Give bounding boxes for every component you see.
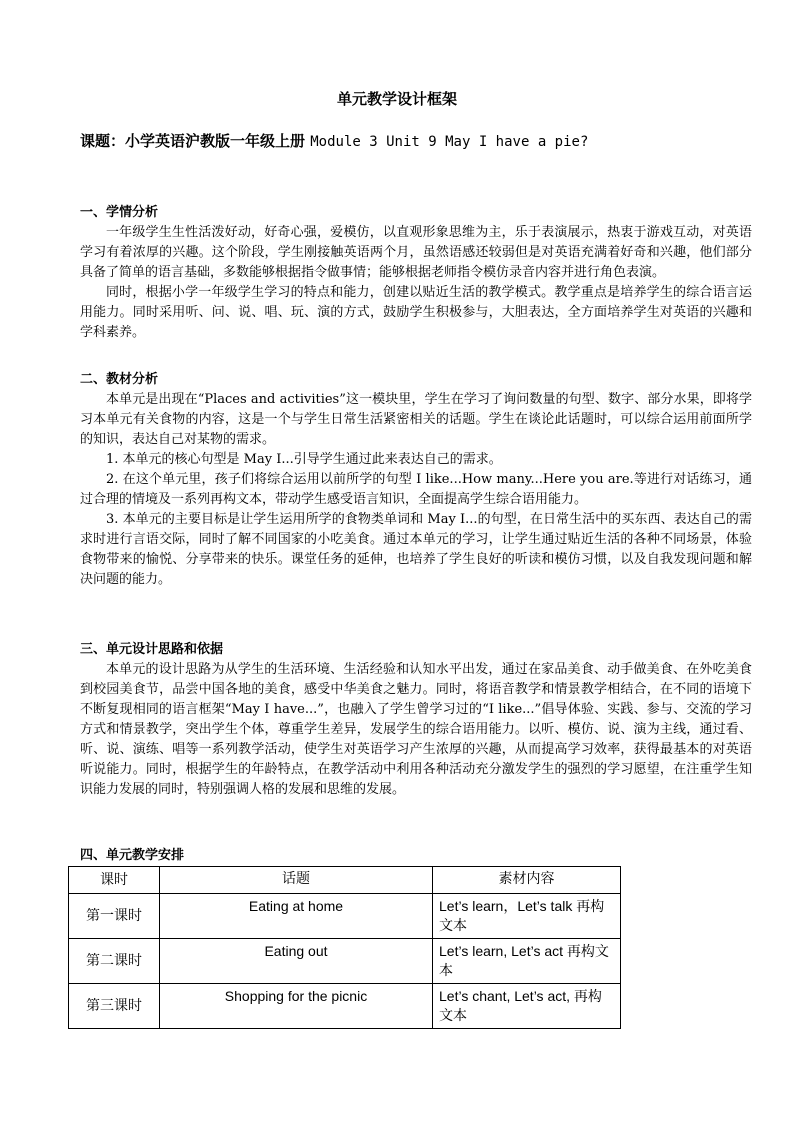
topic-cell: Shopping for the picnic: [160, 984, 433, 1029]
table-row: [69, 939, 621, 984]
material-cell: Let’s chant, Let’s act, 再构文本: [433, 984, 621, 1029]
section-heading: 二、教材分析: [80, 372, 159, 387]
paragraph: 同时，根据小学一年级学生学习的特点和能力，创建以贴近生活的教学模式。教学重点是培养学生的综合语言运用能力。同时采用听、问、说、唱、玩、演的方式，鼓励学生积极参与，大胆表达，全方面培养学生对英语的兴趣和学科素养。: [80, 285, 752, 340]
section-material-analysis: [80, 370, 752, 590]
section-heading: 三、单元设计思路和依据: [80, 642, 224, 657]
paragraph: 本单元的设计思路为从学生的生活环境、生活经验和认知水平出发，通过在家品美食、动手做美食、在外吃美食到校园美食节，品尝中国各地的美食，感受中华美食之魅力。同时，将语音教学和情景教学相结合，在不同的语境下不断复现相同的语言框架“May I have...”，也融入了学生曾学习过的“I like...”倡导体验、实践、参与、交流的学习方式和情景教学，突出学生个体，尊重学生差异，发展学生的综合语用能力。以听、模仿、说、演为主线，通过看、听、说、演练、唱等一系列教学活动，使学生对英语学习产生浓厚的兴趣，从而提高学习效率，获得最基本的对英语听说能力。同时，根据学生的年龄特点，在教学活动中利用各种活动充分激发学生的强烈的学习愿望，在注重学生知识能力发展的同时，特别强调人格的发展和思维的发展。: [80, 662, 752, 797]
paragraph: 一年级学生生性活泼好动，好奇心强，爱模仿，以直观形象思维为主，乐于表演展示，热衷于游戏互动，对英语学习有着浓厚的兴趣。这个阶段，学生刚接触英语两个月，虽然语感还较弱但是对英语充满着好奇和兴趣，他们部分具备了简单的语言基础，多数能够根据指令做事情；能够根据老师指令模仿录音内容并进行角色表演。: [80, 225, 752, 280]
subject-unit: Module 3 Unit 9 May I have a pie?: [310, 134, 589, 150]
subject-label: 课题：小学英语沪教版一年级上册: [80, 132, 306, 150]
paragraph: 本单元是出现在“Places and activities”这一模块里，学生在学习了询问数量的句型、数字、部分水果，即将学习本单元有关食物的内容，这是一个与学生日常生活紧密相关的话题。学生在谈论此话题时，可以综合运用前面所学的知识，表达自己对某物的需求。: [80, 392, 752, 447]
schedule-table: [68, 866, 621, 1029]
paragraph: 1. 本单元的核心句型是 May I...引导学生通过此来表达自己的需求。: [106, 452, 502, 467]
header-topic: 话题: [160, 867, 433, 894]
paragraph: 3. 本单元的主要目标是让学生运用所学的食物类单词和 May I...的句型，在日常生活中的买东西、表达自己的需求时进行言语交际，同时了解不同国家的小吃美食。通过本单元的学习，让学生通过贴近生活的各种不同场景，体验食物带来的愉悦、分享带来的快乐。课堂任务的延伸，也培养了学生良好的听读和模仿习惯，以及自我发现问题和解决问题的能力。: [80, 512, 752, 587]
section-design-rationale: [80, 640, 752, 800]
lesson-cell: 第三课时: [69, 984, 160, 1029]
table-row: [69, 894, 621, 939]
material-cell: Let’s learn, Let’s act 再构文本: [433, 939, 621, 984]
lesson-subject: [80, 130, 588, 151]
document-title: 单元教学设计框架: [336, 90, 457, 108]
table-row: [69, 984, 621, 1029]
topic-cell: Eating at home: [160, 894, 433, 939]
material-cell: Let’s learn，Let’s talk 再构文本: [433, 894, 621, 939]
paragraph: 2. 在这个单元里，孩子们将综合运用以前所学的句型 I like...How many...Here you are.等进行对话练习，通过合理的情境及一系列再构文本，带动学生感受语言知识，全面提高学生综合语用能力。: [80, 472, 752, 507]
topic-cell: Eating out: [160, 939, 433, 984]
table-header-row: [69, 867, 621, 894]
header-lesson: 课时: [69, 867, 160, 894]
lesson-cell: 第一课时: [69, 894, 160, 939]
section-heading: 一、学情分析: [80, 205, 159, 220]
section-schedule: [80, 846, 752, 866]
lesson-cell: 第二课时: [69, 939, 160, 984]
section-student-analysis: [80, 203, 752, 343]
section-heading: 四、单元教学安排: [80, 848, 185, 863]
header-material: 素材内容: [433, 867, 621, 894]
